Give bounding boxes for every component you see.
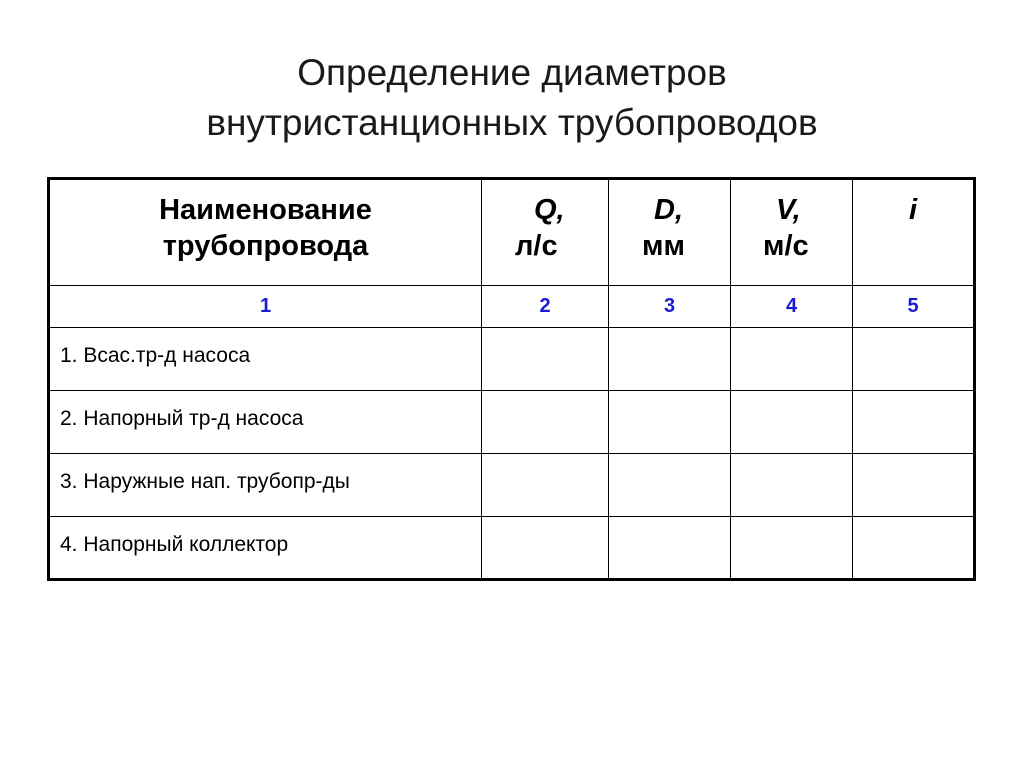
table-header-row bbox=[49, 179, 975, 286]
header-flow-rate: Q, л/с bbox=[482, 179, 609, 286]
header-velocity: V, м/с bbox=[731, 179, 853, 286]
column-number-5: 5 bbox=[853, 286, 975, 328]
cell-velocity bbox=[731, 517, 853, 580]
column-number-1: 1 bbox=[49, 286, 482, 328]
pipeline-table bbox=[47, 177, 976, 581]
column-number-row bbox=[49, 286, 975, 328]
cell-flow-rate bbox=[482, 454, 609, 517]
header-diameter: D, мм bbox=[609, 179, 731, 286]
table-row bbox=[49, 391, 975, 454]
cell-flow-rate bbox=[482, 517, 609, 580]
slide-title bbox=[0, 48, 1024, 148]
cell-diameter bbox=[609, 517, 731, 580]
row-name-collector: 4. Напорный коллектор bbox=[49, 517, 482, 580]
cell-flow-rate bbox=[482, 391, 609, 454]
cell-slope bbox=[853, 454, 975, 517]
header-hydraulic-slope: i bbox=[853, 179, 975, 286]
column-number-2: 2 bbox=[482, 286, 609, 328]
cell-velocity bbox=[731, 454, 853, 517]
cell-diameter bbox=[609, 391, 731, 454]
cell-slope bbox=[853, 517, 975, 580]
column-number-4: 4 bbox=[731, 286, 853, 328]
row-name-suction-pipe: 1. Всас.тр-д насоса bbox=[49, 328, 482, 391]
cell-slope bbox=[853, 328, 975, 391]
header-pipeline-name: Наименование трубопровода bbox=[49, 179, 482, 286]
cell-velocity bbox=[731, 391, 853, 454]
cell-flow-rate bbox=[482, 328, 609, 391]
column-number-3: 3 bbox=[609, 286, 731, 328]
cell-diameter bbox=[609, 328, 731, 391]
slide-title-line-2: внутристанционных трубопроводов bbox=[206, 102, 818, 143]
table-row bbox=[49, 328, 975, 391]
cell-diameter bbox=[609, 454, 731, 517]
slide-title-line-1: Определение диаметров bbox=[297, 52, 727, 93]
cell-slope bbox=[853, 391, 975, 454]
table-row bbox=[49, 454, 975, 517]
table-row bbox=[49, 517, 975, 580]
cell-velocity bbox=[731, 328, 853, 391]
row-name-outdoor-pipes: 3. Наружные нап. трубопр-ды bbox=[49, 454, 482, 517]
row-name-pressure-pipe: 2. Напорный тр-д насоса bbox=[49, 391, 482, 454]
